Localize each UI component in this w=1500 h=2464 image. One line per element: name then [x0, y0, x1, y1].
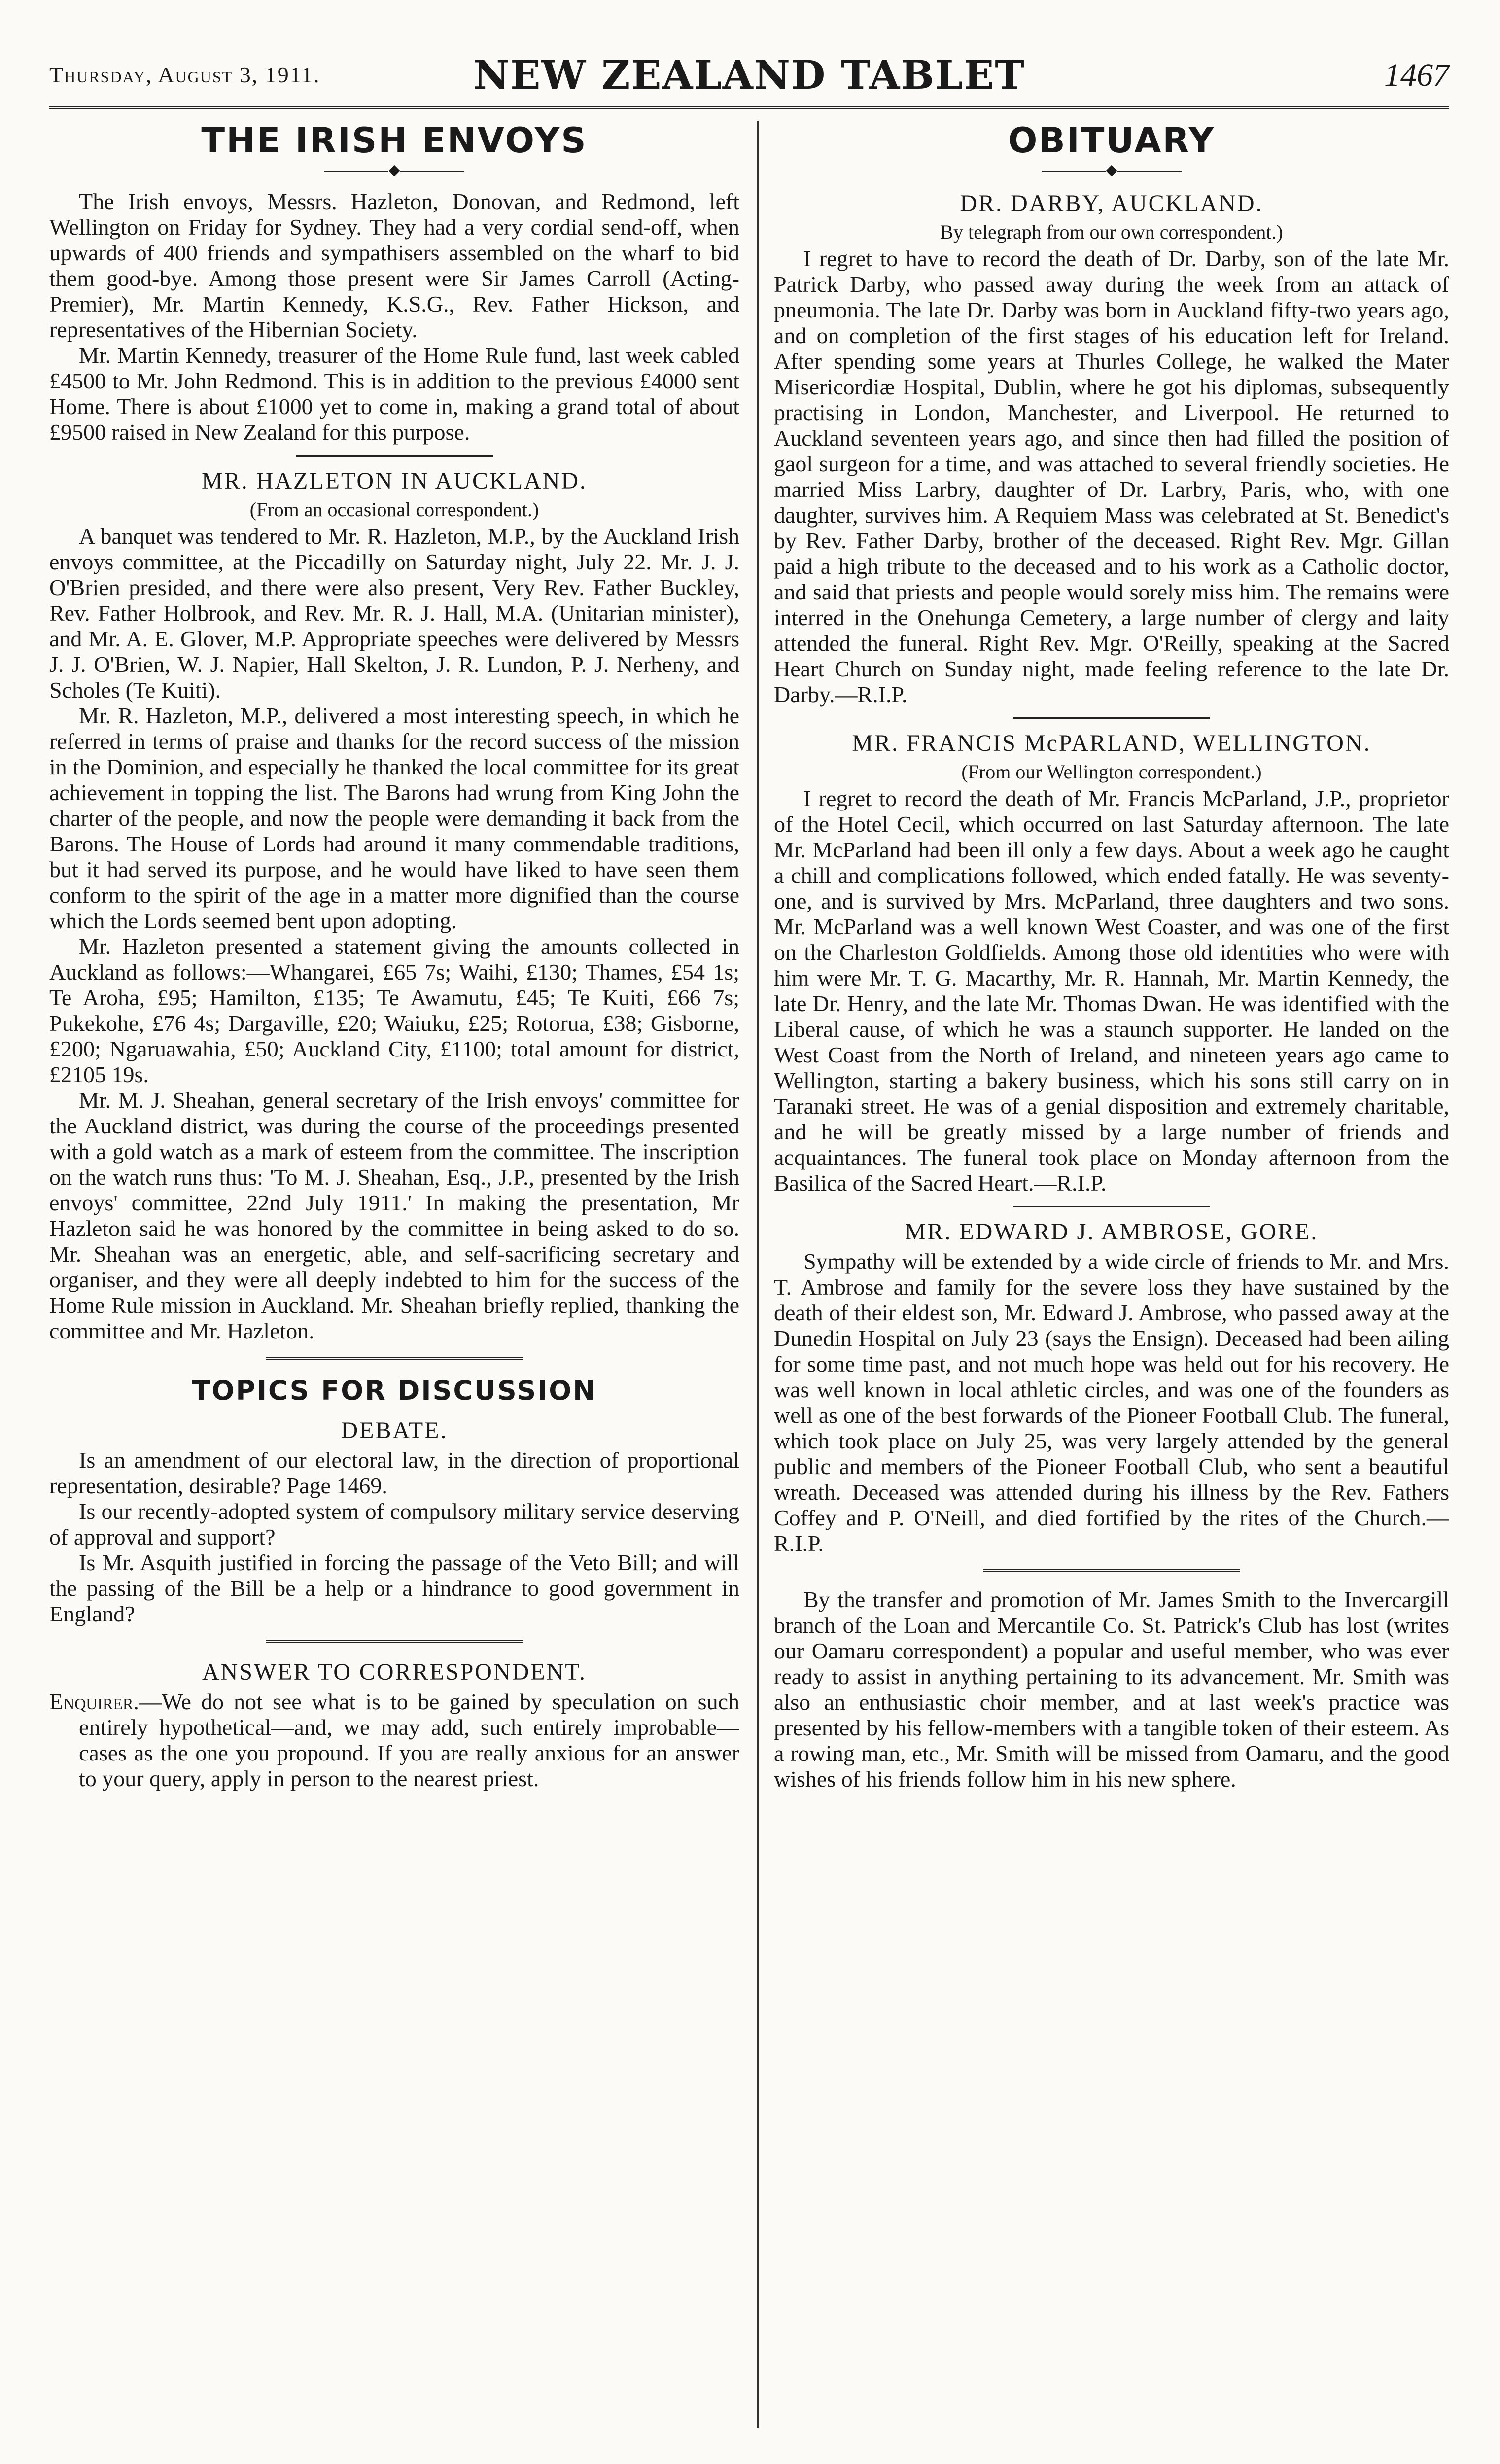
answer-label: Enquirer. [49, 1689, 139, 1714]
subheading: DEBATE. [341, 1417, 448, 1443]
note-smith [774, 1587, 1449, 1792]
obituary-darby [774, 189, 1449, 707]
paragraph: Mr. R. Hazleton, M.P., delivered a most interesting speech, in which he referred in terms of praise and thanks for the record success of the mission in the Dominion, and especially he thanked the local committee for its great achievement in topping the list. The Barons had wrung from King John the charter of the people, and now the people were demanding it back from the Barons. The House of Lords had around it many commendable traditions, but it had served its purpose, and he would have liked to have seen them conform to the spirit of the age in a matter more dignified than the course which the Lords seemed bent upon adopting. [49, 703, 739, 933]
paragraph: Mr. Martin Kennedy, treasurer of the Home Rule fund, last week cabled £4500 to Mr. John Redmond. This is in addition to the previous £4000 sent Home. There is about £1000 yet to come in, making a grand total of about £9500 raised in New Zealand for this purpose. [49, 343, 739, 445]
page-number: 1467 [1384, 57, 1449, 93]
article-heading: THE IRISH ENVOYS [201, 121, 588, 161]
divider [1013, 717, 1210, 719]
paragraph: By the transfer and promotion of Mr. James Smith to the Invercargill branch of the Loan and Mercantile Co. St. Patrick's Club has lost (writes our Oamaru correspondent) a popular and useful member, who was ever ready to assist in anything pertaining to its advancement. Mr. Smith was also an enthusiastic choir member, and at last week's practice was presented by his fellow-members with a tangible token of their esteem. As a rowing man, etc., Mr. Smith will be missed from Oamaru, and the good wishes of his friends follow him in his new sphere. [774, 1587, 1449, 1792]
ornament-diamond-icon: ◆ [49, 160, 739, 180]
obituary-ambrose [774, 1217, 1449, 1556]
divider [266, 1357, 523, 1360]
divider [1013, 1206, 1210, 1207]
paragraph: I regret to have to record the death of Dr. Darby, son of the late Mr. Patrick Darby, who passed away during the week from an attack of pneumonia. The late Dr. Darby was born in Auckland fifty-two years ago, and on completion of the first stages of his education left for Ireland. After spending some years at Thurles College, he walked the Mater Misericordiæ Hospital, Dublin, where he got his diplomas, subsequently practising in London, Manchester, and Liverpool. He returned to Auckland seventeen years ago, and since then had filled the position of gaol surgeon for a time, and was attached to several friendly societies. He married Miss Larbry, daughter of Dr. Larbry, Paris, who, with one daughter, survives him. A Requiem Mass was celebrated at St. Benedict's by Rev. Father Darby, brother of the deceased. Right Rev. Mgr. Gillan paid a high tribute to the deceased and to his work as a Catholic doctor, and said that priests and people would sorely miss him. The remains were interred in the Onehunga Cemetery, a large number of clergy and laity attended the funeral. Right Rev. Mgr. O'Reilly, speaking at the Sacred Heart Church on Sunday night, made feeling reference to the late Dr. Darby.—R.I.P. [774, 246, 1449, 707]
divider [296, 455, 493, 457]
paragraph: Mr. Hazleton presented a statement giving the amounts collected in Auckland as follows:—Whangarei, £65 7s; Waihi, £130; Thames, £54 1s; Te Aroha, £95; Hamilton, £135; Te Awamutu, £45; Te Kuiti, £66 7s; Pukekohe, £76 4s; Dargaville, £20; Waiuku, £25; Rotorua, £38; Gisborne, £200; Ngaruawahia, £50; Auckland City, £1100; total amount for district, £2105 19s. [49, 934, 739, 1087]
article-topics [49, 1374, 739, 1627]
byline: By telegraph from our own correspondent.) [940, 221, 1283, 243]
right-column [774, 121, 1449, 2433]
paragraph: Is an amendment of our electoral law, in the direction of proportional representation, desirable? Page 1469. [49, 1447, 739, 1498]
article-answer [49, 1657, 739, 1792]
newspaper-page [49, 47, 1449, 2433]
divider [983, 1569, 1240, 1572]
paragraph: Mr. M. J. Sheahan, general secretary of the Irish envoys' committee for the Auckland district, was during the course of the proceedings presented with a gold watch as a mark of esteem from the committee. The inscription on the watch runs thus: 'To M. J. Sheahan, Esq., J.P., presented by the Irish envoys' committee, 22nd July 1911.' In making the presentation, Mr Hazleton said he was honored by the committee in being asked to do so. Mr. Sheahan was an energetic, able, and self-sacrificing secretary and organiser, and they were all deeply indebted to him for the success of the Home Rule mission in Auckland. Mr. Sheahan briefly replied, thanking the committee and Mr. Hazleton. [49, 1088, 739, 1343]
column-rule [757, 121, 759, 2428]
article-heading: MR. HAZLETON IN AUCKLAND. [201, 468, 588, 494]
ornament-diamond-icon: ◆ [774, 160, 1449, 180]
issue-date: Thursday, August 3, 1911. [49, 62, 320, 87]
answer-text: —We do not see what is to be gained by speculation on such entirely hypothetical—and, we may add, such entirely improbable—cases as the one you propound. If you are really anxious for an answer to your query, apply in person to the nearest priest. [79, 1689, 739, 1791]
paragraph: Sympathy will be extended by a wide circle of friends to Mr. and Mrs. T. Ambrose and family for the severe loss they have sustained by the death of their eldest son, Mr. Edward J. Ambrose, who passed away at the Dunedin Hospital on July 23 (says the Ensign). Deceased had been ailing for some time past, and not much hope was held out for his recovery. He was well known in local athletic circles, and was one of the founders as well as one of the best forwards of the Pioneer Football Club. The funeral, which took place on July 25, was very largely attended by the general public and members of the Pioneer Football Club, who sent a beautiful wreath. Deceased was attended during his illness by the Rev. Fathers Coffey and P. O'Neill, and died fortified by the rites of the Church.—R.I.P. [774, 1249, 1449, 1556]
byline: (From our Wellington correspondent.) [961, 761, 1262, 783]
article-hazleton-auckland [49, 466, 739, 1344]
paragraph: Is Mr. Asquith justified in forcing the passage of the Veto Bill; and will the passing of the Bill be a help or a hindrance to good government in England? [49, 1550, 739, 1626]
paragraph: The Irish envoys, Messrs. Hazleton, Donovan, and Redmond, left Wellington on Friday for Sydney. They had a very cordial send-off, when upwards of 400 friends and sympathisers assembled on the wharf to bid them good-bye. Among those present were Sir James Carroll (Acting-Premier), Mr. Martin Kennedy, K.S.G., Rev. Father Hickson, and representatives of the Hibernian Society. [49, 189, 739, 342]
divider [266, 1640, 523, 1643]
article-heading: DR. DARBY, AUCKLAND. [960, 190, 1263, 216]
left-column [49, 121, 739, 2433]
article-heading: TOPICS FOR DISCUSSION [192, 1375, 597, 1406]
article-heading: ANSWER TO CORRESPONDENT. [202, 1659, 587, 1685]
newspaper-title: NEW ZEALAND TABLET [473, 52, 1025, 98]
article-heading: MR. EDWARD J. AMBROSE, GORE. [905, 1219, 1319, 1245]
answer-paragraph [49, 1689, 739, 1792]
byline: (From an occasional correspondent.) [249, 498, 539, 521]
paragraph: Is our recently-adopted system of compulsory military service deserving of approval and support? [49, 1499, 739, 1549]
obituary-mcparland [774, 729, 1449, 1196]
obituary-heading: OBITUARY [1008, 121, 1216, 161]
article-irish-envoys [49, 121, 739, 445]
masthead [49, 47, 1449, 109]
article-heading: MR. FRANCIS McPARLAND, WELLINGTON. [852, 730, 1371, 756]
paragraph: I regret to record the death of Mr. Francis McParland, J.P., proprietor of the Hotel Cecil, which occurred on last Saturday afternoon. The late Mr. McParland had been ill only a few days. About a week ago he caught a chill and complications followed, which ended fatally. He was seventy-one, and is survived by Mrs. McParland, three daughters and two sons. Mr. McParland was a well known West Coaster, and was one of the first on the Charleston Goldfields. Among those old identities who were with him were Mr. T. G. Macarthy, Mr. R. Hannah, Mr. Martin Kennedy, the late Dr. Henry, and the late Mr. Thomas Dwan. He was identified with the Liberal cause, of which he was a staunch supporter. He landed on the West Coast from the North of Ireland, and nineteen years ago came to Wellington, starting a bakery business, which his sons still carry on in Taranaki street. He was of a genial disposition and extremely charitable, and he will be greatly missed by a large number of friends and acquaintances. The funeral took place on Monday afternoon from the Basilica of the Sacred Heart.—R.I.P. [774, 786, 1449, 1196]
paragraph: A banquet was tendered to Mr. R. Hazleton, M.P., by the Auckland Irish envoys committee, at the Piccadilly on Saturday night, July 22. Mr. J. J. O'Brien presided, and there were also present, Very Rev. Father Buckley, Rev. Father Holbrook, and Rev. Mr. R. J. Hall, M.A. (Unitarian minister), and Mr. A. E. Glover, M.P. Appropriate speeches were delivered by Messrs J. J. O'Brien, W. J. Napier, Hall Skelton, J. R. Lundon, P. J. Nerheny, and Scholes (Te Kuiti). [49, 524, 739, 703]
